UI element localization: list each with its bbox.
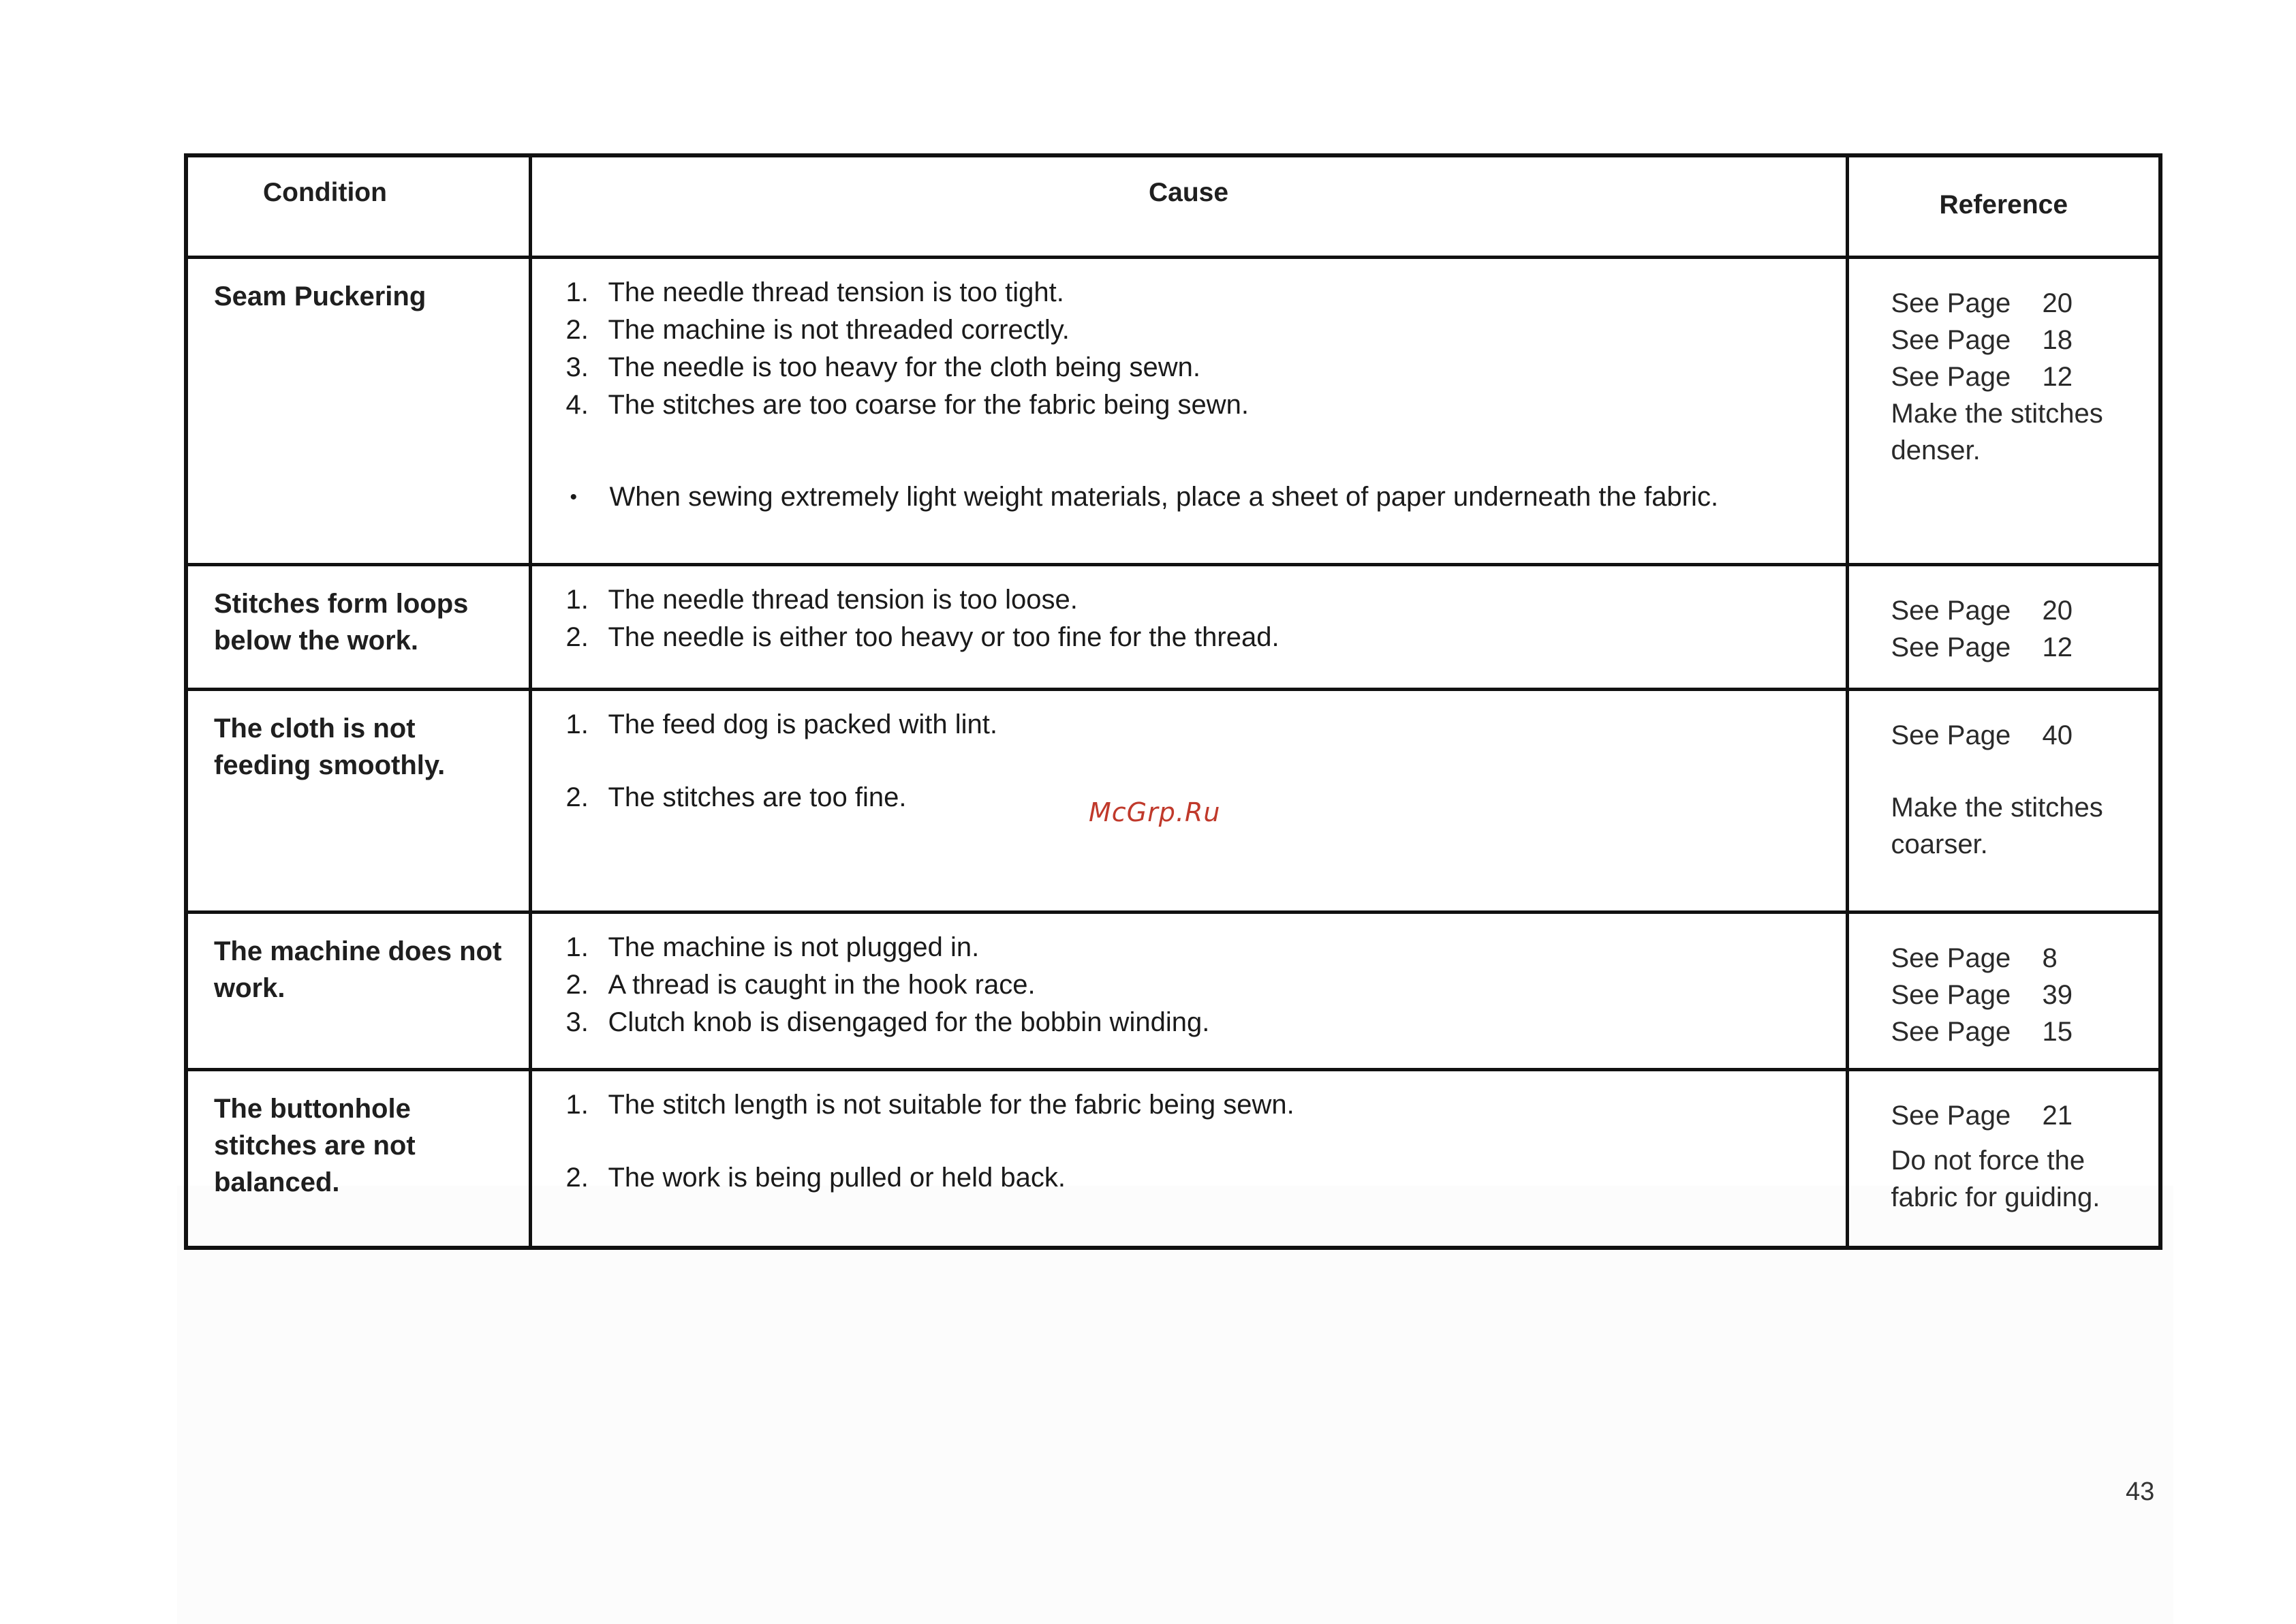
page-reference: See Page 20 — [1891, 288, 2073, 318]
cause-item: 2. The work is being pulled or held back. — [565, 1163, 1066, 1193]
table-header-row — [186, 155, 2160, 258]
table-row — [186, 913, 2160, 1070]
reference-cell — [1847, 258, 2160, 565]
reference-cell — [1847, 913, 2160, 1070]
cause-item: 2. A thread is caught in the hook race. — [565, 970, 1036, 1000]
reference-cell — [1847, 690, 2160, 913]
cause-item: 2. The machine is not threaded correctly. — [565, 315, 1070, 345]
cause-item: 2. The stitches are too fine. — [565, 782, 907, 812]
condition-cell: The cloth is not feeding smoothly. — [186, 690, 530, 913]
page-reference: See Page 8 — [1891, 943, 2058, 973]
cause-item: 1. The machine is not plugged in. — [565, 932, 980, 962]
cause-item: 1. The feed dog is packed with lint. — [565, 709, 997, 739]
header-condition: Condition — [186, 155, 530, 258]
cause-cell — [530, 913, 1847, 1070]
page-shading — [177, 1186, 2173, 1624]
condition-cell: Stitches form loops below the work. — [186, 565, 530, 690]
header-reference: Reference — [1847, 155, 2160, 258]
page-reference: See Page 12 — [1891, 362, 2073, 392]
page-reference: See Page 40 — [1891, 720, 2073, 750]
reference-note: Make the stitches coarser. — [1891, 793, 2103, 859]
cause-item: 3. Clutch knob is disengaged for the bobbin winding. — [565, 1007, 1210, 1037]
cause-cell — [530, 1070, 1847, 1248]
page-reference: See Page 12 — [1891, 632, 2073, 662]
page-reference: See Page 20 — [1891, 596, 2073, 626]
table-row — [186, 1070, 2160, 1248]
reference-cell — [1847, 565, 2160, 690]
header-cause: Cause — [530, 155, 1847, 258]
reference-cell — [1847, 1070, 2160, 1248]
cause-item: 1. The needle thread tension is too loose. — [565, 585, 1078, 615]
cause-item: 1. The needle thread tension is too tight. — [565, 277, 1064, 307]
table-row — [186, 258, 2160, 565]
condition-cell: The machine does not work. — [186, 913, 530, 1070]
page-reference: See Page 18 — [1891, 325, 2073, 355]
reference-note: Make the stitches denser. — [1891, 399, 2103, 465]
table-row — [186, 565, 2160, 690]
bullet-icon: • — [570, 486, 578, 508]
cause-item: 4. The stitches are too coarse for the fabric being sewn. — [565, 390, 1249, 420]
condition-cell: Seam Puckering — [186, 258, 530, 565]
cause-item: 1. The stitch length is not suitable for the fabric being sewn. — [565, 1090, 1294, 1120]
watermark-text: McGrp.Ru — [1089, 797, 1221, 827]
cause-cell — [530, 565, 1847, 690]
page-reference: See Page 21 — [1891, 1101, 2073, 1131]
page-number: 43 — [2126, 1477, 2155, 1506]
reference-note: Do not force the fabric for guiding. — [1891, 1146, 2100, 1212]
cause-item: 2. The needle is either too heavy or too fine for the thread. — [565, 622, 1279, 652]
cause-cell — [530, 258, 1847, 565]
cause-item: 3. The needle is too heavy for the cloth being sewn. — [565, 352, 1200, 382]
page-reference: See Page 39 — [1891, 980, 2073, 1010]
troubleshooting-table — [184, 153, 2162, 1250]
cause-note: • When sewing extremely light weight materials, place a sheet of paper underneath the fabric. — [566, 478, 1832, 516]
condition-cell: The buttonhole stitches are not balanced. — [186, 1070, 530, 1248]
page-reference: See Page 15 — [1891, 1017, 2073, 1047]
